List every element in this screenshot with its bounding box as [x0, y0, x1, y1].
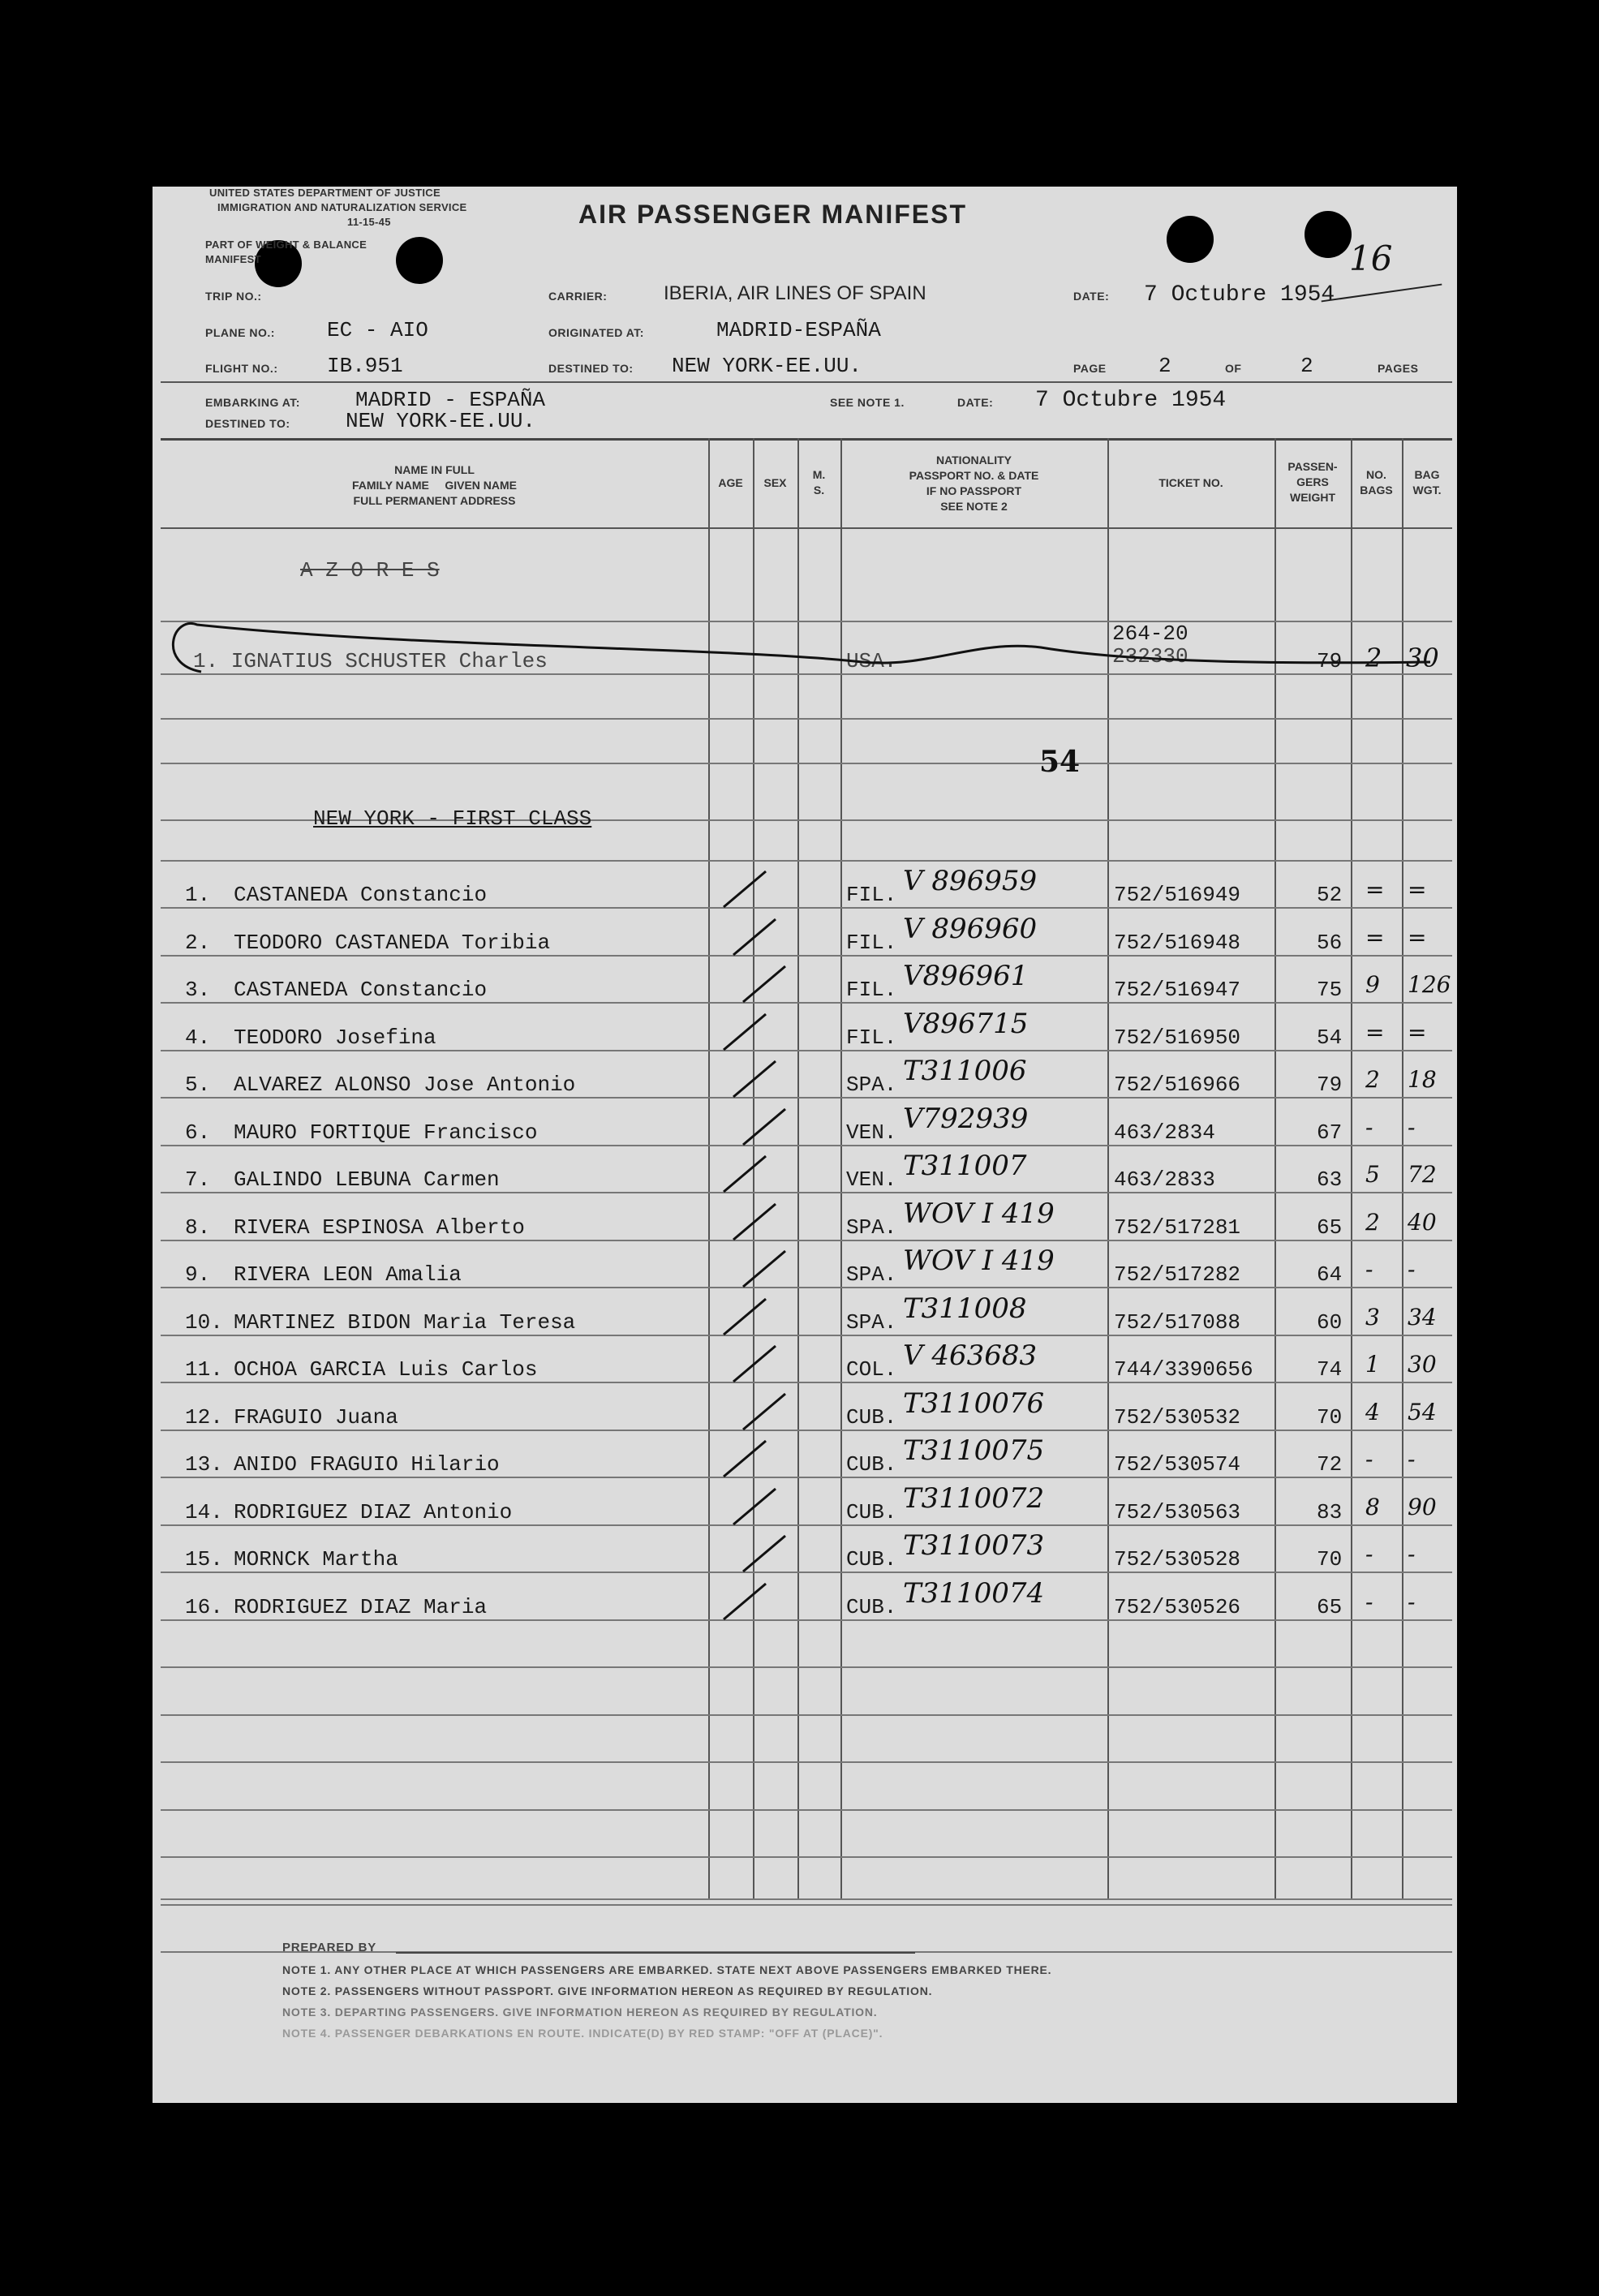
passenger-passport: V896715 [903, 1007, 1029, 1040]
col-bagwgt: BAG WGT. [1412, 468, 1442, 497]
passenger-bag-weight: - [1408, 1588, 1416, 1615]
passenger-ticket: 752/530526 [1114, 1594, 1241, 1619]
passenger-ticket: 752/516950 [1114, 1025, 1241, 1050]
agency-line2: IMMIGRATION AND NATURALIZATION SERVICE [217, 201, 467, 213]
destined-label: DESTINED TO: [548, 362, 634, 375]
see-note: SEE NOTE 1. [830, 396, 905, 409]
passenger-nationality: FIL. [846, 883, 897, 907]
passenger-number: 11. [185, 1357, 223, 1382]
passenger-number: 14. [185, 1499, 223, 1524]
passenger-number: 1. [185, 883, 211, 907]
check-mark [720, 1011, 769, 1057]
crossed-ticket-2: 232330 [1112, 644, 1189, 669]
passenger-weight: 83 [1317, 1499, 1343, 1524]
passenger-passport: T3110072 [903, 1481, 1045, 1515]
check-mark [720, 1580, 769, 1627]
passenger-passport: V 896959 [903, 865, 1038, 897]
col-nationality: NATIONALITY PASSPORT NO. & DATE IF NO PASSPORT SEE NOTE 2 [909, 454, 1039, 513]
passenger-name: ALVAREZ ALONSO Jose Antonio [234, 1073, 576, 1097]
passenger-bag-weight: 40 [1408, 1208, 1437, 1236]
passenger-weight: 79 [1317, 1073, 1343, 1097]
passenger-name: CASTANEDA Constancio [234, 883, 488, 907]
part-of-line1: PART OF WEIGHT & BALANCE [205, 239, 368, 251]
originated-value: MADRID-ESPAÑA [716, 318, 881, 342]
passenger-weight: 65 [1317, 1594, 1343, 1619]
passenger-number: 2. [185, 930, 211, 955]
passenger-number: 4. [185, 1025, 211, 1050]
passenger-weight: 75 [1317, 978, 1343, 1002]
passenger-number: 10. [185, 1309, 223, 1335]
passenger-ticket: 752/530563 [1114, 1499, 1241, 1524]
passenger-passport: T3110075 [903, 1434, 1045, 1467]
passenger-passport: WOV I 419 [903, 1197, 1055, 1230]
passenger-name: RIVERA LEON Amalia [234, 1262, 462, 1287]
col-ticket: TICKET NO. [1158, 476, 1223, 489]
passenger-passport: T311007 [903, 1150, 1027, 1182]
crossed-nationality: USA. [846, 649, 897, 673]
passenger-number: 6. [185, 1120, 211, 1145]
form-date: 11-15-45 [347, 216, 391, 228]
note2: NOTE 2. PASSENGERS WITHOUT PASSPORT. GIVE INFORMATION HEREON AS REQUIRED BY REGULATION. [282, 1984, 933, 1997]
trip-label: TRIP NO.: [205, 290, 262, 303]
passenger-ticket: 752/516948 [1114, 930, 1241, 955]
passenger-bags: 8 [1365, 1493, 1380, 1520]
passenger-passport: V 463683 [903, 1339, 1038, 1372]
passenger-passport: T3110073 [903, 1529, 1045, 1562]
passenger-bags: = [1365, 876, 1385, 903]
col-bags: NO. BAGS [1360, 468, 1393, 497]
passenger-nationality: SPA. [846, 1309, 897, 1335]
passenger-ticket: 463/2834 [1114, 1120, 1215, 1145]
col-name: NAME IN FULL FAMILY NAME GIVEN NAME FULL PERMANENT ADDRESS [351, 463, 518, 507]
passenger-weight: 74 [1317, 1357, 1343, 1382]
date-value: 7 Octubre 1954 [1144, 282, 1335, 307]
plane-value: EC - AIO [327, 318, 428, 342]
passenger-bags: 2 [1365, 1208, 1380, 1236]
passenger-passport: T3110076 [903, 1387, 1045, 1420]
passenger-bag-weight: 126 [1408, 971, 1451, 998]
passenger-name: RIVERA ESPINOSA Alberto [234, 1215, 525, 1240]
pages-label: PAGES [1378, 362, 1419, 375]
crossed-bagwgt: 30 [1406, 643, 1439, 673]
passenger-bag-weight: 90 [1408, 1493, 1437, 1520]
passenger-weight: 70 [1317, 1404, 1343, 1430]
check-mark [730, 1343, 779, 1389]
note1: NOTE 1. ANY OTHER PLACE AT WHICH PASSENGERS ARE EMBARKED. STATE NEXT ABOVE PASSENGERS EMBARKED THERE. [282, 1963, 1052, 1976]
passenger-passport: V896961 [903, 960, 1029, 992]
of-label: OF [1225, 362, 1242, 375]
passenger-bags: 2 [1365, 1066, 1380, 1093]
passenger-bag-weight: 72 [1408, 1161, 1437, 1188]
passenger-bags: - [1365, 1256, 1373, 1283]
destined2-label: DESTINED TO: [205, 417, 290, 430]
passenger-number: 9. [185, 1262, 211, 1287]
section-azores: A Z O R E S [300, 558, 440, 583]
passenger-ticket: 752/516947 [1114, 978, 1241, 1002]
passenger-number: 7. [185, 1167, 211, 1192]
check-mark [740, 963, 789, 1009]
passenger-number: 5. [185, 1073, 211, 1097]
col-weight: PASSEN- GERS WEIGHT [1287, 460, 1338, 504]
note4: NOTE 4. PASSENGER DEBARKATIONS EN ROUTE. INDICATE(D) BY RED STAMP: "OFF AT (PLACE)". [282, 2027, 883, 2040]
embarking-value: MADRID - ESPAÑA [355, 388, 546, 412]
passenger-name: TEODORO CASTANEDA Toribia [234, 930, 551, 955]
prepared-by-line [396, 1952, 915, 1954]
plane-label: PLANE NO.: [205, 326, 275, 339]
passenger-bags: 4 [1365, 1398, 1380, 1425]
passenger-weight: 52 [1317, 883, 1343, 907]
passenger-ticket: 752/517281 [1114, 1215, 1241, 1240]
passenger-nationality: CUB. [846, 1594, 897, 1619]
stamp-number: 54 [1039, 745, 1081, 779]
passenger-bags: 5 [1365, 1161, 1380, 1188]
date-label: DATE: [1073, 290, 1110, 303]
passenger-ticket: 752/530528 [1114, 1547, 1241, 1572]
page-mark: 16 [1349, 239, 1393, 278]
passenger-ticket: 463/2833 [1114, 1167, 1215, 1192]
passenger-bag-weight: 34 [1408, 1303, 1437, 1331]
flight-label: FLIGHT NO.: [205, 362, 278, 375]
passenger-nationality: SPA. [846, 1215, 897, 1240]
passenger-passport: T3110074 [903, 1576, 1045, 1610]
check-mark [730, 1201, 779, 1247]
crossed-bags: 2 [1365, 643, 1382, 673]
passenger-nationality: FIL. [846, 930, 897, 955]
check-mark [730, 916, 779, 962]
passenger-bag-weight: = [1408, 1018, 1427, 1046]
crossed-name: 1. IGNATIUS SCHUSTER Charles [193, 649, 548, 673]
passenger-weight: 67 [1317, 1120, 1343, 1145]
passenger-name: MAURO FORTIQUE Francisco [234, 1120, 538, 1145]
passenger-bag-weight: - [1408, 1446, 1416, 1473]
passenger-number: 3. [185, 978, 211, 1002]
passenger-weight: 65 [1317, 1215, 1343, 1240]
passenger-nationality: SPA. [846, 1073, 897, 1097]
col-age: AGE [718, 476, 743, 489]
passenger-passport: V 896960 [903, 912, 1038, 945]
passenger-bags: 9 [1365, 971, 1380, 998]
passenger-name: RODRIGUEZ DIAZ Maria [234, 1594, 488, 1619]
passenger-bag-weight: 18 [1408, 1066, 1437, 1093]
agency-line1: UNITED STATES DEPARTMENT OF JUSTICE [209, 187, 441, 199]
passenger-bags: 3 [1365, 1303, 1380, 1331]
passenger-bags: - [1365, 1588, 1373, 1615]
passenger-ticket: 744/3390656 [1114, 1357, 1253, 1382]
crossed-ticket-1: 264-20 [1112, 621, 1189, 646]
passenger-passport: T311008 [903, 1292, 1027, 1325]
passenger-name: MORNCK Martha [234, 1547, 398, 1572]
passenger-name: MARTINEZ BIDON Maria Teresa [234, 1309, 576, 1335]
passenger-nationality: FIL. [846, 978, 897, 1002]
passenger-name: GALINDO LEBUNA Carmen [234, 1167, 500, 1192]
punch-hole [1305, 211, 1352, 258]
strike-through-line [165, 615, 1430, 680]
passenger-weight: 70 [1317, 1547, 1343, 1572]
originated-label: ORIGINATED AT: [548, 326, 644, 339]
check-mark [740, 1391, 789, 1437]
carrier-value: IBERIA, AIR LINES OF SPAIN [664, 282, 926, 304]
passenger-passport: T311006 [903, 1055, 1027, 1087]
col-ms: M. S. [812, 468, 826, 497]
passenger-nationality: VEN. [846, 1167, 897, 1192]
passenger-ticket: 752/516966 [1114, 1073, 1241, 1097]
passenger-bags: = [1365, 1018, 1385, 1046]
crossed-weight: 79 [1317, 649, 1343, 673]
punch-hole [396, 237, 443, 284]
date2-value: 7 Octubre 1954 [1035, 388, 1227, 413]
prepared-by-label: PREPARED BY [282, 1941, 377, 1954]
passenger-bag-weight: - [1408, 1256, 1416, 1283]
passenger-ticket: 752/516949 [1114, 883, 1241, 907]
passenger-bags: = [1365, 923, 1385, 951]
passenger-number: 13. [185, 1452, 223, 1477]
passenger-ticket: 752/530574 [1114, 1452, 1241, 1477]
passenger-bag-weight: 54 [1408, 1398, 1437, 1425]
manifest-page [153, 187, 1457, 2103]
embarking-label: EMBARKING AT: [205, 396, 300, 409]
passenger-passport: V792939 [903, 1102, 1029, 1135]
passenger-bag-weight: = [1408, 923, 1427, 951]
passenger-number: 15. [185, 1547, 223, 1572]
col-sex: SEX [763, 476, 787, 489]
passenger-nationality: CUB. [846, 1499, 897, 1524]
passenger-bags: - [1365, 1446, 1373, 1473]
passenger-nationality: CUB. [846, 1452, 897, 1477]
passenger-bag-weight: 30 [1408, 1351, 1437, 1378]
passenger-name: OCHOA GARCIA Luis Carlos [234, 1357, 538, 1382]
passenger-weight: 63 [1317, 1167, 1343, 1192]
check-mark [740, 1533, 789, 1579]
passenger-weight: 60 [1317, 1309, 1343, 1335]
passenger-bag-weight: - [1408, 1113, 1416, 1141]
check-mark [720, 1438, 769, 1484]
passenger-bag-weight: - [1408, 1541, 1416, 1567]
passenger-weight: 54 [1317, 1025, 1343, 1050]
passenger-weight: 72 [1317, 1452, 1343, 1477]
passenger-nationality: SPA. [846, 1262, 897, 1287]
passenger-nationality: CUB. [846, 1404, 897, 1430]
passenger-weight: 64 [1317, 1262, 1343, 1287]
check-mark [740, 1248, 789, 1294]
part-of-line2: MANIFEST [205, 253, 261, 265]
note3: NOTE 3. DEPARTING PASSENGERS. GIVE INFORMATION HEREON AS REQUIRED BY REGULATION. [282, 2006, 878, 2019]
passenger-bag-weight: = [1408, 876, 1427, 903]
passenger-name: ANIDO FRAGUIO Hilario [234, 1452, 500, 1477]
check-mark [720, 868, 769, 914]
passenger-name: CASTANEDA Constancio [234, 978, 488, 1002]
passenger-passport: WOV I 419 [903, 1245, 1055, 1277]
passenger-bags: - [1365, 1541, 1373, 1567]
carrier-label: CARRIER: [548, 290, 608, 303]
passenger-nationality: VEN. [846, 1120, 897, 1145]
passenger-bags: 1 [1365, 1351, 1380, 1378]
destined2-value: NEW YORK-EE.UU. [346, 409, 536, 433]
of-value: 2 [1300, 354, 1313, 378]
passenger-nationality: FIL. [846, 1025, 897, 1050]
page-value: 2 [1158, 354, 1171, 378]
date2-label: DATE: [957, 396, 994, 409]
passenger-number: 16. [185, 1594, 223, 1619]
passenger-weight: 56 [1317, 930, 1343, 955]
flight-value: IB.951 [327, 354, 403, 378]
passenger-nationality: CUB. [846, 1547, 897, 1572]
passenger-number: 12. [185, 1404, 223, 1430]
check-mark [720, 1296, 769, 1342]
form-title: AIR PASSENGER MANIFEST [578, 200, 967, 229]
check-mark [730, 1486, 779, 1532]
section-first-class: NEW YORK - FIRST CLASS [313, 806, 592, 831]
passenger-ticket: 752/517088 [1114, 1309, 1241, 1335]
passenger-name: RODRIGUEZ DIAZ Antonio [234, 1499, 513, 1524]
check-mark [720, 1153, 769, 1199]
passenger-bags: - [1365, 1113, 1373, 1141]
passenger-number: 8. [185, 1215, 211, 1240]
destined-value: NEW YORK-EE.UU. [672, 354, 862, 378]
page-label: PAGE [1073, 362, 1107, 375]
passenger-name: TEODORO Josefina [234, 1025, 436, 1050]
passenger-ticket: 752/517282 [1114, 1262, 1241, 1287]
punch-hole [1167, 216, 1214, 263]
check-mark [740, 1106, 789, 1152]
passenger-nationality: COL. [846, 1357, 897, 1382]
passenger-ticket: 752/530532 [1114, 1404, 1241, 1430]
check-mark [730, 1058, 779, 1104]
passenger-name: FRAGUIO Juana [234, 1404, 398, 1430]
